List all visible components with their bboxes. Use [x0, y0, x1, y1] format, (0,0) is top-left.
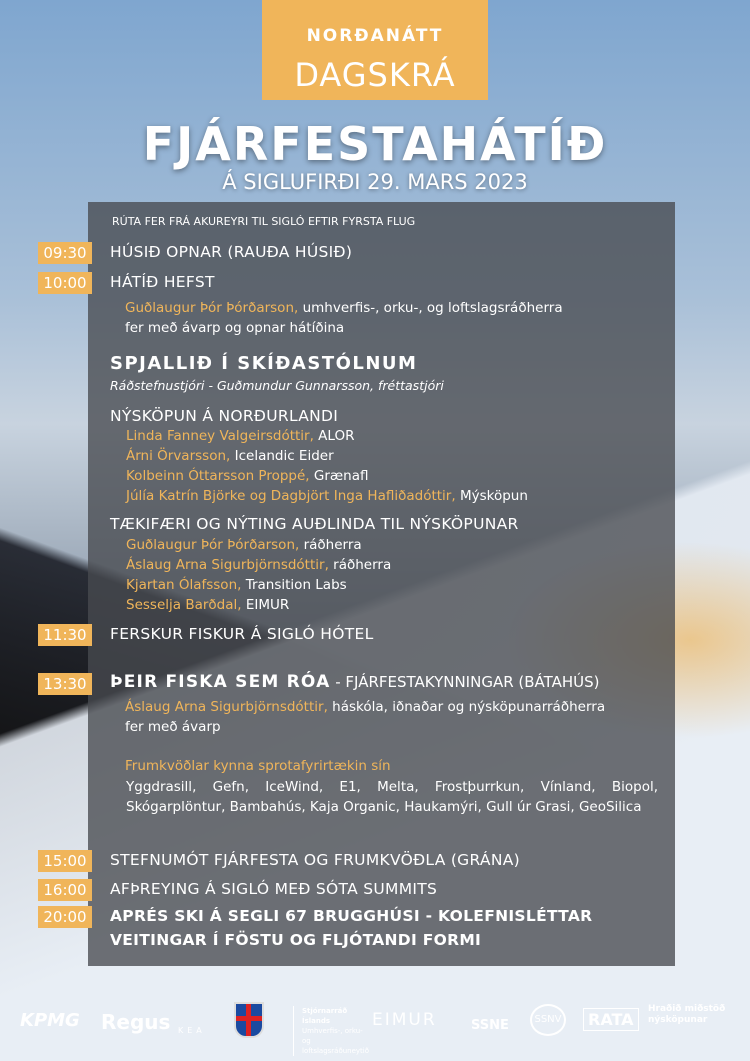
- time-badge: 10:00: [38, 272, 92, 294]
- time-badge: 15:00: [38, 850, 92, 872]
- item-title-line-2: VEITINGAR Í FÖSTU OG FLJÓTANDI FORMI: [110, 931, 482, 949]
- panelist: [126, 537, 362, 553]
- page-title: FJÁRFESTAHÁTÍÐ: [142, 117, 608, 171]
- panelist-name: Sesselja Barðdal,: [126, 597, 242, 613]
- panelist-name: Guðlaugur Þór Þórðarson,: [126, 537, 300, 553]
- speaker-role: umhverfis-, orku-, og loftslagsráðherra: [298, 300, 563, 316]
- brand-logo: NORÐANÁTT: [306, 26, 444, 46]
- item-title: [110, 672, 600, 692]
- page-subtitle: Á SIGLUFIRÐI 29. MARS 2023: [222, 170, 528, 194]
- startups-intro: Frumkvöðlar kynna sprotafyrirtækin sín: [125, 758, 391, 774]
- panelist-org: EIMUR: [241, 597, 290, 613]
- panelist-org: Transition Labs: [241, 577, 347, 593]
- section-heading: SPJALLIÐ Í SKÍÐASTÓLNUM: [110, 353, 418, 374]
- item-title-bold: ÞEIR FISKA SEM RÓA: [110, 672, 331, 692]
- panelist-org: ráðherra: [299, 537, 362, 553]
- item-title: HÁTÍÐ HEFST: [110, 273, 215, 291]
- ministry-dept: Umhverfis-, orku- og loftslagsráðuneytið: [302, 1027, 370, 1055]
- panelist-name: Júlía Katrín Björke og Dagbjört Inga Hafliðadóttir,: [126, 488, 456, 504]
- time-badge: 20:00: [38, 906, 92, 928]
- moderator: Ráðstefnustjóri - Guðmundur Gunnarsson, fréttastjóri: [110, 378, 444, 393]
- panelist-org: ráðherra: [328, 557, 392, 573]
- panelist: [126, 597, 289, 613]
- panelist: [126, 448, 334, 464]
- speaker-line: [125, 300, 563, 316]
- eimur-logo: EIMUR: [372, 1010, 437, 1030]
- header-badge: [262, 0, 488, 100]
- bus-note: RÚTA FER FRÁ AKUREYRI TIL SIGLÓ EFTIR FYRSTA FLUG: [112, 215, 416, 228]
- time-badge: 13:30: [38, 673, 92, 695]
- regus-logo: Regus: [101, 1010, 171, 1034]
- panelist-name: Árni Örvarsson,: [126, 448, 231, 464]
- panelist-name: Áslaug Arna Sigurbjörnsdóttir,: [126, 557, 329, 573]
- panelist: [126, 557, 391, 573]
- kea-logo: KEA: [178, 1026, 206, 1035]
- panelist: [126, 428, 354, 444]
- time-badge: 16:00: [38, 879, 92, 901]
- section-heading: NÝSKÖPUN Á NORÐURLANDI: [110, 407, 339, 425]
- panelist-org: ALOR: [313, 428, 355, 444]
- item-title-rest: - FJÁRFESTAKYNNINGAR (BÁTAHÚS): [330, 673, 600, 691]
- item-title: AFÞREYING Á SIGLÓ MEÐ SÓTA SUMMITS: [110, 880, 438, 898]
- sponsor-bar: [0, 1000, 750, 1055]
- item-title: FERSKUR FISKUR Á SIGLÓ HÓTEL: [110, 625, 374, 643]
- iceland-coat-of-arms: [234, 1002, 264, 1038]
- time-badge: 09:30: [38, 242, 92, 264]
- panelist-org: Mýsköpun: [455, 488, 528, 504]
- panelist-org: Icelandic Eider: [230, 448, 334, 464]
- panelist: [126, 488, 528, 504]
- section-heading: TÆKIFÆRI OG NÝTING AUÐLINDA TIL NÝSKÖPUNAR: [110, 515, 519, 533]
- ssne-logo: SSNE: [471, 1018, 509, 1033]
- item-title: APRÉS SKI Á SEGLI 67 BRUGGHÚSI - KOLEFNISLÉTTAR: [110, 907, 593, 925]
- ministry-logo: [293, 1006, 373, 1056]
- item-title: HÚSIÐ OPNAR (RAUÐA HÚSIÐ): [110, 243, 353, 261]
- panelist-name: Linda Fanney Valgeirsdóttir,: [126, 428, 314, 444]
- speaker-name: Áslaug Arna Sigurbjörnsdóttir,: [125, 699, 328, 715]
- time-badge: 11:30: [38, 624, 92, 646]
- speaker-name: Guðlaugur Þór Þórðarson,: [125, 300, 299, 316]
- ministry-name: Stjórnarráð Íslands: [302, 1007, 348, 1025]
- panelist-name: Kjartan Ólafsson,: [126, 577, 242, 593]
- hradid-logo: Hraðið miðstöð nýsköpunar: [648, 1004, 726, 1025]
- item-title: STEFNUMÓT FJÁRFESTA OG FRUMKVÖÐLA (GRÁNA): [110, 851, 520, 869]
- speaker-role: háskóla, iðnaðar og nýsköpunarráðherra: [327, 699, 606, 715]
- ssnv-logo: SSNV: [530, 1004, 566, 1036]
- panelist: [126, 577, 347, 593]
- panelist: [126, 468, 369, 484]
- header-label: DAGSKRÁ: [294, 56, 456, 94]
- speaker-line-2: fer með ávarp og opnar hátíðina: [125, 320, 345, 336]
- rata-logo: RATA: [583, 1008, 639, 1031]
- panelist-name: Kolbeinn Óttarsson Proppé,: [126, 468, 310, 484]
- startup-list: Yggdrasill, Gefn, IceWind, E1, Melta, Frostþurrkun, Vínland, Biopol, Skógarplöntur, Bambahús, Kaja Organic, Haukamýri, Gull úr Grasi, GeoSilica: [126, 779, 658, 815]
- speaker-line-2: fer með ávarp: [125, 719, 221, 735]
- kpmg-logo: KPMG: [20, 1010, 80, 1031]
- panelist-org: Grænafl: [309, 468, 369, 484]
- speaker-line: [125, 699, 605, 715]
